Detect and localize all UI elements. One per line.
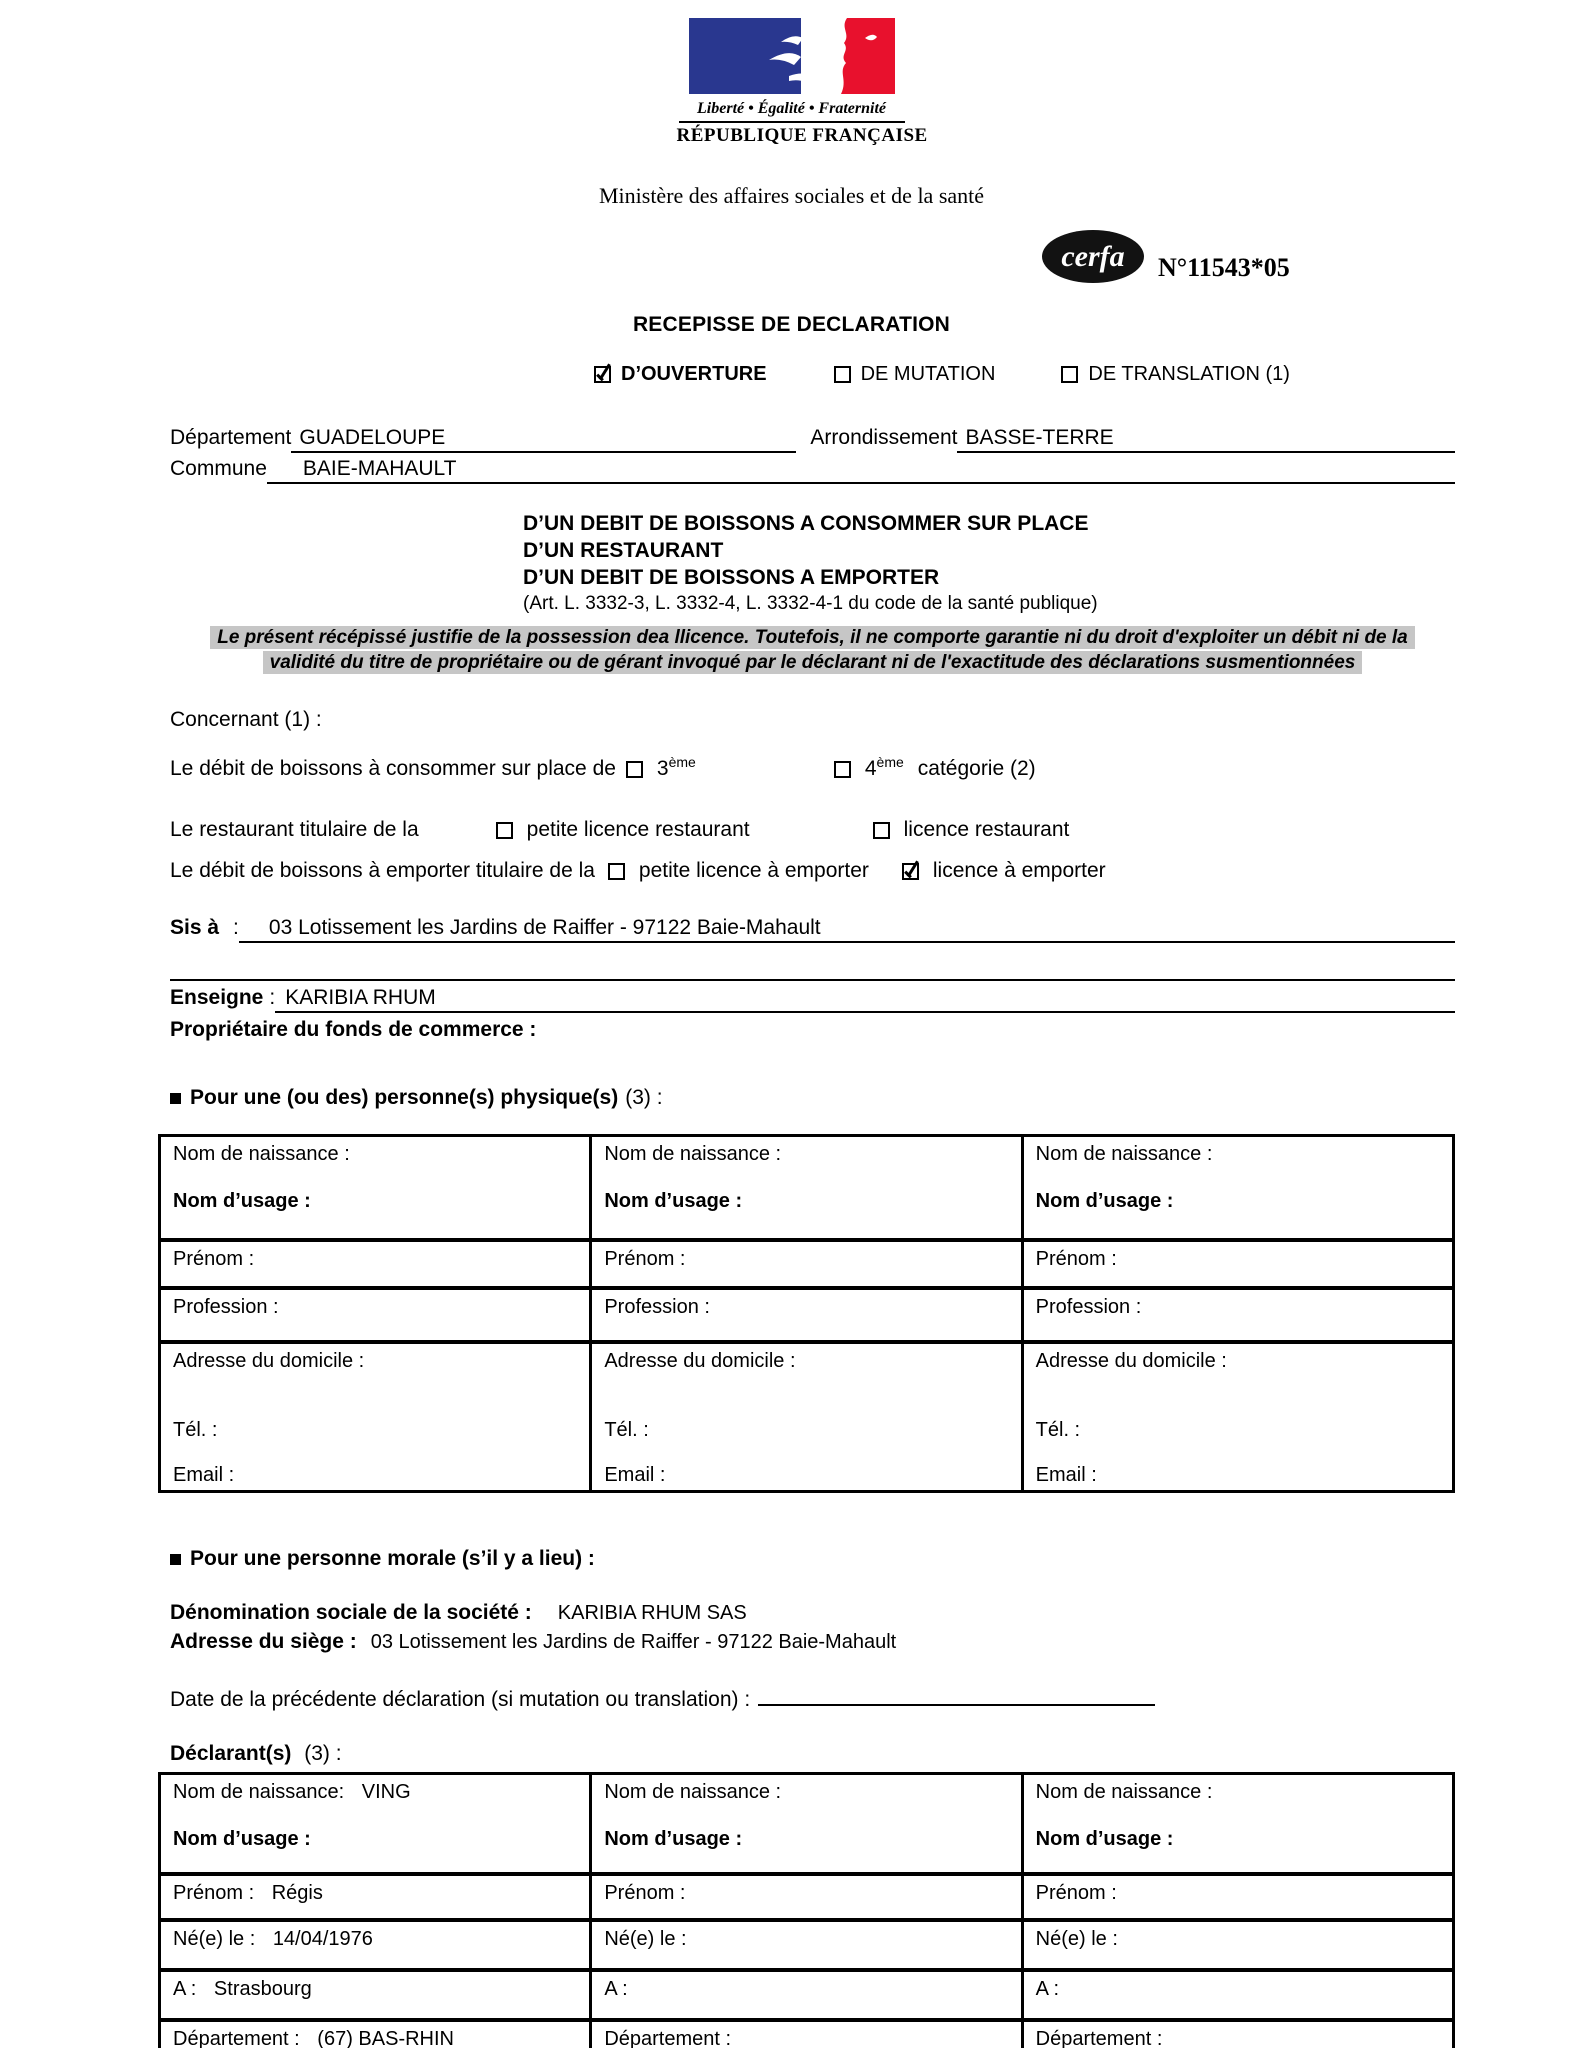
moral-section-heading	[170, 1547, 1455, 1571]
prenom-label: Prénom :	[604, 1247, 686, 1270]
licence-restaurant-label: licence restaurant	[903, 818, 1070, 841]
nom-usage-label: Nom d’usage :	[604, 1190, 743, 1212]
birthdate-value[interactable]: 14/04/1976	[272, 1927, 373, 1950]
arrondissement-value: BASSE-TERRE	[965, 426, 1114, 449]
licence-emporter-checkbox[interactable]	[902, 863, 919, 880]
categorie3-checkbox[interactable]	[626, 761, 643, 778]
departement-value[interactable]: (67) BAS-RHIN	[317, 2027, 454, 2048]
restaurant-option-line	[170, 818, 1455, 842]
physical-col2-profession-cell[interactable]	[591, 1288, 1022, 1342]
declaration-type-row	[594, 363, 1455, 386]
sis-value: 03 Lotissement les Jardins de Raiffer - 97122 Baie-Mahault	[268, 916, 821, 939]
ministry-title: Ministère des affaires sociales et de la santé	[598, 183, 985, 208]
departement-label: Département :	[173, 2027, 300, 2048]
adresse-label: Adresse du domicile :	[1035, 1349, 1227, 1372]
categorie3-label: 3ème	[656, 754, 696, 780]
subject-line-1: D’UN DEBIT DE BOISSONS A CONSOMMER SUR PLACE	[523, 512, 1089, 535]
enseigne-field[interactable]	[275, 986, 1455, 1013]
physical-col1-prenom-cell[interactable]	[160, 1240, 591, 1288]
consume-option-line	[170, 754, 1455, 781]
enseigne-line	[170, 986, 1455, 1013]
birthdate-label: Né(e) le :	[604, 1927, 687, 1950]
physical-col2-name-cell[interactable]	[591, 1136, 1022, 1240]
birthdate-label: Né(e) le :	[173, 1927, 256, 1950]
siege-label: Adresse du siège :	[170, 1630, 357, 1653]
physical-section-heading	[170, 1086, 1455, 1110]
licence-emporter-label: licence à emporter	[932, 859, 1106, 882]
french-republic-logo	[676, 18, 928, 147]
physical-persons-table	[158, 1134, 1455, 1493]
email-label: Email :	[1035, 1463, 1097, 1486]
sis-field[interactable]	[239, 916, 1455, 943]
marianne-flag-icon	[689, 18, 895, 94]
denomination-value[interactable]: KARIBIA RHUM SAS	[557, 1602, 747, 1624]
cerfa-block	[1042, 229, 1583, 283]
table-row	[160, 1774, 1454, 1874]
declarants-heading-bold: Déclarant(s)	[170, 1742, 292, 1765]
cerfa-number: N°11543*05	[1158, 253, 1290, 282]
declarant3-name-cell[interactable]	[1022, 1774, 1453, 1874]
translation-checkbox[interactable]	[1061, 366, 1078, 383]
nom-naissance-label: Nom de naissance :	[1035, 1781, 1213, 1803]
commune-value: BAIE-MAHAULT	[302, 457, 457, 480]
table-row	[160, 2020, 1454, 2048]
logo-rule	[679, 121, 905, 123]
physical-col3-name-cell[interactable]	[1022, 1136, 1453, 1240]
departement-label: Département :	[1035, 2027, 1163, 2048]
prenom-label: Prénom :	[1035, 1881, 1117, 1904]
profession-label: Profession :	[604, 1295, 710, 1318]
declarant2-name-cell[interactable]	[591, 1774, 1022, 1874]
enseigne-value: KARIBIA RHUM	[285, 986, 436, 1009]
subject-line-2: D’UN RESTAURANT	[523, 539, 724, 562]
petite-licence-emporter-checkbox[interactable]	[608, 863, 625, 880]
profession-label: Profession :	[1035, 1295, 1142, 1318]
physical-col3-profession-cell[interactable]	[1022, 1288, 1453, 1342]
birthplace-label: A :	[173, 1977, 197, 2000]
categorie4-label: 4ème	[864, 754, 904, 780]
physical-col1-address-cell[interactable]	[160, 1342, 591, 1492]
sis-line	[170, 916, 1455, 943]
adresse-label: Adresse du domicile :	[173, 1349, 365, 1372]
commune-field[interactable]	[267, 457, 1455, 484]
departement-field[interactable]	[291, 426, 796, 453]
translation-label: DE TRANSLATION (1)	[1088, 363, 1290, 385]
declarant1-prenom-cell[interactable]	[160, 1874, 591, 1920]
commune-line	[170, 457, 1455, 484]
commune-label: Commune	[170, 457, 267, 480]
declarant3-departement-cell[interactable]	[1022, 2020, 1453, 2048]
previous-declaration-line	[170, 1684, 1455, 1712]
page-title: RECEPISSE DE DECLARATION	[632, 313, 951, 336]
nom-naissance-label: Nom de naissance :	[604, 1143, 782, 1165]
tel-label: Tél. :	[1035, 1418, 1081, 1441]
cerfa-logo: cerfa	[1042, 230, 1144, 283]
declarant1-birthdate-cell[interactable]	[160, 1920, 591, 1970]
declarant1-departement-cell[interactable]	[160, 2020, 591, 2048]
departement-label: Département	[170, 426, 292, 449]
prenom-label: Prénom :	[173, 1881, 255, 1904]
declarant3-birthdate-cell[interactable]	[1022, 1920, 1453, 1970]
enseigne-label: Enseigne	[170, 986, 264, 1009]
nom-naissance-label: Nom de naissance :	[1035, 1143, 1213, 1165]
square-bullet-icon	[170, 1554, 181, 1565]
declarants-heading	[170, 1742, 1455, 1766]
nom-naissance-label: Nom de naissance :	[604, 1781, 782, 1803]
prenom-label: Prénom :	[604, 1881, 686, 1904]
subject-block	[523, 510, 1455, 616]
physical-heading-bold: Pour une (ou des) personne(s) physique(s)	[190, 1086, 619, 1109]
physical-col1-name-cell[interactable]	[160, 1136, 591, 1240]
nom-naissance-value[interactable]: VING	[361, 1781, 411, 1803]
nom-usage-label: Nom d’usage :	[1035, 1828, 1174, 1850]
birthplace-label: A :	[604, 1977, 628, 2000]
physical-col3-prenom-cell[interactable]	[1022, 1240, 1453, 1288]
physical-col3-address-cell[interactable]	[1022, 1342, 1453, 1492]
sis-label: Sis à	[170, 916, 220, 939]
table-row	[160, 1970, 1454, 2020]
birthdate-label: Né(e) le :	[1035, 1927, 1118, 1950]
type-mutation	[834, 363, 996, 386]
blank-underline	[170, 979, 1455, 981]
legal-reference: (Art. L. 3332-3, L. 3332-4, L. 3332-4-1 du code de la santé publique)	[523, 593, 1098, 614]
table-row	[160, 1874, 1454, 1920]
nom-usage-label: Nom d’usage :	[604, 1828, 743, 1850]
email-label: Email :	[173, 1463, 235, 1486]
takeaway-text: Le débit de boissons à emporter titulaire de la	[170, 859, 595, 882]
declarant2-departement-cell[interactable]	[591, 2020, 1022, 2048]
takeaway-option-line	[170, 859, 1455, 883]
prenom-label: Prénom :	[1035, 1247, 1117, 1270]
departement-value: GUADELOUPE	[299, 426, 446, 449]
nom-usage-label: Nom d’usage :	[1035, 1190, 1174, 1212]
notice-line-2: validité du titre de propriétaire ou de gérant invoqué par le déclarant ni de l'exactitude des déclarations susmentionnées	[263, 651, 1363, 674]
enseigne-colon: :	[269, 986, 276, 1009]
petite-licence-emporter-label: petite licence à emporter	[638, 859, 869, 882]
table-row	[160, 1342, 1454, 1492]
type-ouverture	[594, 363, 767, 386]
email-label: Email :	[604, 1463, 666, 1486]
previous-declaration-field[interactable]	[758, 1684, 1155, 1706]
prenom-value[interactable]: Régis	[271, 1881, 323, 1904]
nom-usage-label: Nom d’usage :	[173, 1190, 311, 1212]
departement-line	[170, 426, 1455, 453]
table-row	[160, 1920, 1454, 1970]
birthplace-label: A :	[1035, 1977, 1060, 2000]
physical-col1-profession-cell[interactable]	[160, 1288, 591, 1342]
adresse-label: Adresse du domicile :	[604, 1349, 796, 1372]
declarant1-name-cell[interactable]	[160, 1774, 591, 1874]
declarant3-prenom-cell[interactable]	[1022, 1874, 1453, 1920]
notice-line-1: Le présent récépissé justifie de la possession dea llicence. Toutefois, il ne comporte garantie ni du droit d'exploiter un débit ni de la	[210, 626, 1415, 649]
siege-line	[170, 1630, 1455, 1654]
mutation-checkbox[interactable]	[834, 366, 851, 383]
table-row	[160, 1136, 1454, 1240]
ouverture-checkbox[interactable]	[594, 366, 611, 383]
siege-value[interactable]: 03 Lotissement les Jardins de Raiffer - 97122 Baie-Mahault	[370, 1631, 897, 1653]
declarants-table	[158, 1772, 1455, 2048]
declarant2-prenom-cell[interactable]	[591, 1874, 1022, 1920]
birthplace-value[interactable]: Strasbourg	[213, 1977, 312, 2000]
petite-licence-restaurant-checkbox[interactable]	[496, 822, 513, 839]
proprietaire-label: Propriétaire du fonds de commerce :	[170, 1018, 537, 1041]
denomination-label: Dénomination sociale de la société :	[170, 1601, 532, 1624]
republic-name: RÉPUBLIQUE FRANÇAISE	[676, 125, 928, 146]
profession-label: Profession :	[173, 1295, 279, 1318]
subject-line-3: D’UN DEBIT DE BOISSONS A EMPORTER	[523, 566, 940, 589]
physical-heading-rest: (3) :	[625, 1086, 663, 1109]
tel-label: Tél. :	[604, 1418, 649, 1441]
prenom-label: Prénom :	[173, 1247, 255, 1270]
legal-notice	[170, 625, 1455, 675]
arrondissement-field[interactable]	[957, 426, 1455, 453]
table-row	[160, 1240, 1454, 1288]
sis-colon: :	[233, 916, 239, 939]
nom-usage-label: Nom d’usage :	[173, 1828, 311, 1850]
type-translation	[1061, 363, 1290, 386]
previous-declaration-label: Date de la précédente déclaration (si mutation ou translation) :	[170, 1688, 751, 1711]
motto: Liberté • Égalité • Fraternité	[697, 100, 886, 117]
concerning-heading: Concernant (1) :	[170, 708, 322, 731]
moral-heading: Pour une personne morale (s’il y a lieu) :	[190, 1547, 595, 1570]
square-bullet-icon	[170, 1093, 181, 1104]
categorie4-suffix: catégorie (2)	[917, 757, 1036, 780]
nom-naissance-label: Nom de naissance :	[173, 1143, 350, 1165]
denomination-line	[170, 1601, 1455, 1625]
physical-col2-prenom-cell[interactable]	[591, 1240, 1022, 1288]
physical-col2-address-cell[interactable]	[591, 1342, 1022, 1492]
declarant1-birthplace-cell[interactable]	[160, 1970, 591, 2020]
declarants-heading-rest: (3) :	[304, 1742, 342, 1765]
categorie4-checkbox[interactable]	[834, 761, 851, 778]
table-row	[160, 1288, 1454, 1342]
petite-licence-restaurant-label: petite licence restaurant	[526, 818, 750, 841]
declarant2-birthdate-cell[interactable]	[591, 1920, 1022, 1970]
arrondissement-label: Arrondissement	[810, 426, 958, 449]
tel-label: Tél. :	[173, 1418, 218, 1441]
mutation-label: DE MUTATION	[860, 363, 996, 385]
restaurant-text: Le restaurant titulaire de la	[170, 818, 419, 841]
declarant3-birthplace-cell[interactable]	[1022, 1970, 1453, 2020]
nom-naissance-label: Nom de naissance:	[173, 1781, 345, 1803]
consume-text: Le débit de boissons à consommer sur place de	[170, 757, 616, 780]
declarant2-birthplace-cell[interactable]	[591, 1970, 1022, 2020]
departement-label: Département :	[604, 2027, 732, 2048]
ouverture-label: D’OUVERTURE	[621, 363, 767, 385]
licence-restaurant-checkbox[interactable]	[873, 822, 890, 839]
